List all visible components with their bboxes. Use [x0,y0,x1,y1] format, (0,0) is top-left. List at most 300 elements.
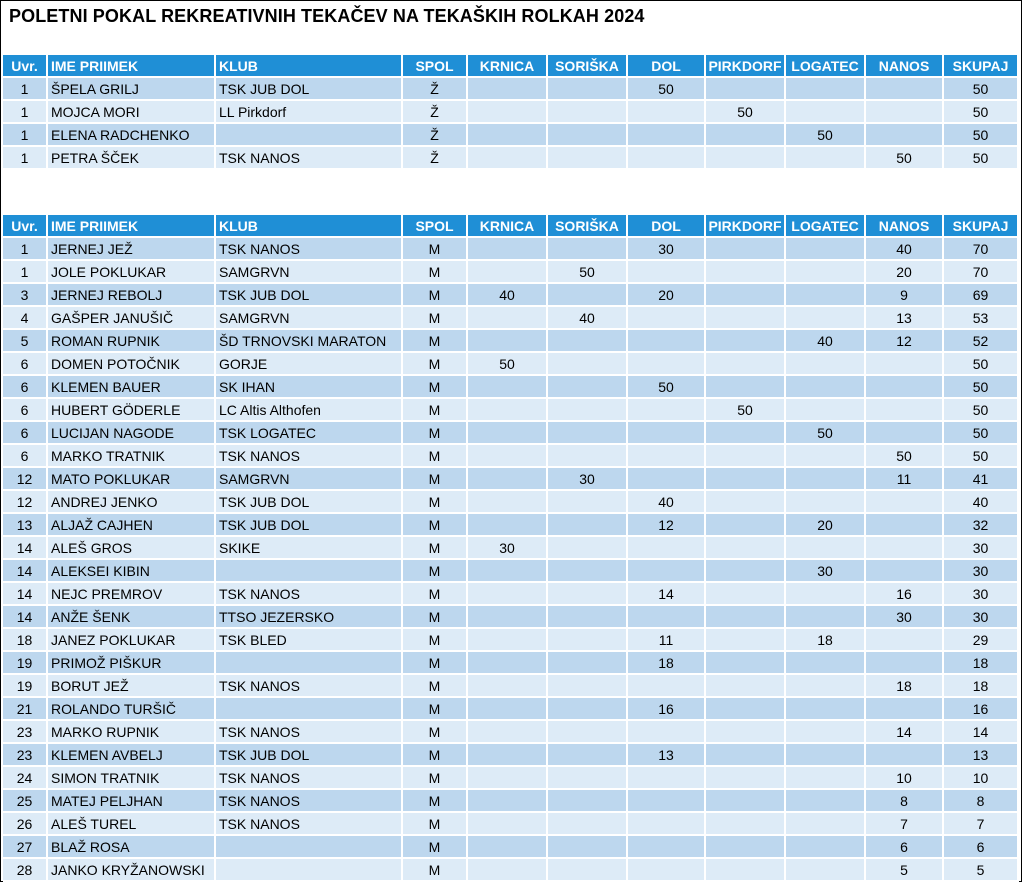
total-cell: 18 [944,652,1019,675]
page-title: POLETNI POKAL REKREATIVNIH TEKAČEV NA TEKAŠKIH ROLKAH 2024 [9,6,645,26]
total-cell: 16 [944,698,1019,721]
logatec-cell: 30 [786,560,866,583]
rank-cell: 23 [3,744,48,767]
krnica-cell [468,491,548,514]
total-cell: 50 [944,399,1019,422]
table-row [3,101,1019,124]
soriska-cell [548,629,628,652]
club-cell: SAMGRVN [216,261,403,284]
club-cell: SAMGRVN [216,468,403,491]
name-cell: BLAŽ ROSA [48,836,216,859]
total-cell: 8 [944,790,1019,813]
gender-cell: M [403,583,468,606]
rank-cell: 27 [3,836,48,859]
pirkdorf-cell [706,124,786,147]
pirkdorf-cell [706,238,786,261]
dol-cell [628,399,706,422]
nanos-cell [866,78,944,101]
total-cell: 30 [944,583,1019,606]
club-cell: TSK NANOS [216,238,403,261]
logatec-cell [786,307,866,330]
gender-cell: M [403,560,468,583]
rank-cell: 12 [3,491,48,514]
nanos-cell [866,744,944,767]
pirkdorf-cell [706,330,786,353]
nanos-cell: 16 [866,583,944,606]
pirkdorf-cell [706,78,786,101]
dol-cell [628,767,706,790]
logatec-cell [786,101,866,124]
soriska-cell [548,147,628,170]
krnica-cell [468,836,548,859]
dol-cell: 30 [628,238,706,261]
soriska-cell [548,238,628,261]
krnica-cell [468,101,548,124]
club-cell [216,124,403,147]
logatec-cell [786,859,866,882]
rank-cell: 5 [3,330,48,353]
name-cell: GAŠPER JANUŠIČ [48,307,216,330]
rank-cell: 6 [3,422,48,445]
krnica-cell: 30 [468,537,548,560]
gender-cell: M [403,284,468,307]
dol-cell [628,147,706,170]
table-row [3,767,1019,790]
gender-cell: M [403,422,468,445]
name-cell: ALEŠ TUREL [48,813,216,836]
pirkdorf-cell [706,376,786,399]
gender-cell: M [403,330,468,353]
club-cell: TSK JUB DOL [216,491,403,514]
gender-cell: Ž [403,101,468,124]
soriska-cell [548,445,628,468]
total-cell: 5 [944,859,1019,882]
table-row [3,560,1019,583]
rank-cell: 1 [3,101,48,124]
soriska-cell [548,78,628,101]
gender-cell: M [403,238,468,261]
pirkdorf-cell [706,744,786,767]
name-cell: ANŽE ŠENK [48,606,216,629]
nanos-cell: 50 [866,147,944,170]
club-cell: TSK JUB DOL [216,284,403,307]
nanos-cell [866,422,944,445]
nanos-cell [866,514,944,537]
gender-cell: M [403,514,468,537]
soriska-cell [548,330,628,353]
table-row [3,330,1019,353]
dol-cell: 14 [628,583,706,606]
women-results-table [3,55,1019,170]
soriska-cell [548,353,628,376]
pirkdorf-cell [706,583,786,606]
dol-cell [628,422,706,445]
gender-cell: Ž [403,78,468,101]
logatec-cell [786,767,866,790]
club-cell [216,836,403,859]
club-cell: TSK NANOS [216,721,403,744]
rank-cell: 28 [3,859,48,882]
name-cell: BORUT JEŽ [48,675,216,698]
dol-cell [628,836,706,859]
total-cell: 40 [944,491,1019,514]
pirkdorf-cell [706,261,786,284]
rank-cell: 14 [3,606,48,629]
dol-cell [628,560,706,583]
logatec-cell [786,698,866,721]
name-cell: PRIMOŽ PIŠKUR [48,652,216,675]
column-header-name: IME PRIIMEK [48,215,216,238]
gender-cell: Ž [403,147,468,170]
club-cell [216,859,403,882]
name-cell: SIMON TRATNIK [48,767,216,790]
pirkdorf-cell [706,560,786,583]
soriska-cell: 30 [548,468,628,491]
rank-cell: 6 [3,353,48,376]
gender-cell: M [403,652,468,675]
gender-cell: M [403,376,468,399]
total-cell: 41 [944,468,1019,491]
logatec-cell [786,813,866,836]
table-row [3,721,1019,744]
gender-cell: M [403,859,468,882]
table-row [3,78,1019,101]
total-cell: 50 [944,147,1019,170]
pirkdorf-cell [706,353,786,376]
gender-cell: M [403,744,468,767]
nanos-cell: 8 [866,790,944,813]
column-header-dol: DOL [628,55,706,78]
club-cell: TSK NANOS [216,445,403,468]
nanos-cell: 30 [866,606,944,629]
logatec-cell [786,353,866,376]
logatec-cell: 50 [786,124,866,147]
dol-cell [628,859,706,882]
table-row [3,445,1019,468]
rank-cell: 12 [3,468,48,491]
krnica-cell [468,560,548,583]
column-header-logatec: LOGATEC [786,215,866,238]
name-cell: MARKO RUPNIK [48,721,216,744]
table-row [3,147,1019,170]
krnica-cell [468,399,548,422]
rank-cell: 1 [3,78,48,101]
nanos-cell [866,101,944,124]
nanos-cell [866,537,944,560]
total-cell: 50 [944,124,1019,147]
table-row [3,468,1019,491]
club-cell: TSK NANOS [216,813,403,836]
gender-cell: M [403,399,468,422]
total-cell: 14 [944,721,1019,744]
name-cell: ANDREJ JENKO [48,491,216,514]
total-cell: 50 [944,422,1019,445]
logatec-cell [786,376,866,399]
nanos-cell [866,491,944,514]
pirkdorf-cell [706,813,786,836]
dol-cell: 12 [628,514,706,537]
table-row [3,284,1019,307]
total-cell: 18 [944,675,1019,698]
pirkdorf-cell [706,606,786,629]
name-cell: ALEKSEI KIBIN [48,560,216,583]
dol-cell: 16 [628,698,706,721]
soriska-cell [548,698,628,721]
soriska-cell [548,422,628,445]
rank-cell: 14 [3,560,48,583]
rank-cell: 6 [3,445,48,468]
logatec-cell [786,836,866,859]
club-cell [216,560,403,583]
soriska-cell [548,399,628,422]
total-cell: 70 [944,238,1019,261]
soriska-cell [548,284,628,307]
club-cell: TSK JUB DOL [216,514,403,537]
krnica-cell [468,238,548,261]
dol-cell [628,261,706,284]
logatec-cell [786,238,866,261]
krnica-cell [468,675,548,698]
dol-cell: 50 [628,376,706,399]
pirkdorf-cell [706,675,786,698]
table-row [3,859,1019,882]
table-row [3,353,1019,376]
club-cell: TSK NANOS [216,147,403,170]
dol-cell [628,675,706,698]
gender-cell: M [403,491,468,514]
gender-cell: M [403,675,468,698]
pirkdorf-cell [706,147,786,170]
dol-cell: 11 [628,629,706,652]
krnica-cell [468,307,548,330]
gender-cell: M [403,836,468,859]
dol-cell [628,330,706,353]
soriska-cell: 40 [548,307,628,330]
pirkdorf-cell [706,445,786,468]
name-cell: ALJAŽ CAJHEN [48,514,216,537]
pirkdorf-cell [706,307,786,330]
gender-cell: M [403,721,468,744]
name-cell: ELENA RADCHENKO [48,124,216,147]
table-row [3,238,1019,261]
pirkdorf-cell [706,468,786,491]
dol-cell [628,606,706,629]
club-cell: GORJE [216,353,403,376]
krnica-cell [468,859,548,882]
name-cell: MATO POKLUKAR [48,468,216,491]
logatec-cell: 40 [786,330,866,353]
name-cell: DOMEN POTOČNIK [48,353,216,376]
krnica-cell: 50 [468,353,548,376]
nanos-cell [866,629,944,652]
rank-cell: 1 [3,147,48,170]
name-cell: KLEMEN AVBELJ [48,744,216,767]
table-row [3,583,1019,606]
name-cell: MATEJ PELJHAN [48,790,216,813]
total-cell: 32 [944,514,1019,537]
name-cell: ŠPELA GRILJ [48,78,216,101]
dol-cell [628,124,706,147]
column-header-dol: DOL [628,215,706,238]
column-header-soriska: SORIŠKA [548,55,628,78]
nanos-cell [866,560,944,583]
soriska-cell [548,652,628,675]
krnica-cell [468,813,548,836]
total-cell: 30 [944,560,1019,583]
krnica-cell [468,744,548,767]
table-row [3,813,1019,836]
gender-cell: M [403,537,468,560]
rank-cell: 14 [3,583,48,606]
logatec-cell [786,78,866,101]
pirkdorf-cell [706,790,786,813]
table-row [3,124,1019,147]
pirkdorf-cell [706,721,786,744]
table-row [3,399,1019,422]
krnica-cell [468,698,548,721]
name-cell: ROMAN RUPNIK [48,330,216,353]
table-header-row [3,215,1019,238]
dol-cell: 13 [628,744,706,767]
rank-cell: 23 [3,721,48,744]
krnica-cell [468,261,548,284]
pirkdorf-cell [706,859,786,882]
rank-cell: 21 [3,698,48,721]
column-header-nanos: NANOS [866,55,944,78]
rank-cell: 18 [3,629,48,652]
krnica-cell [468,445,548,468]
krnica-cell [468,147,548,170]
column-header-total: SKUPAJ [944,55,1019,78]
rank-cell: 19 [3,652,48,675]
nanos-cell [866,399,944,422]
table-row [3,698,1019,721]
table-row [3,744,1019,767]
table-row [3,836,1019,859]
dol-cell [628,445,706,468]
rank-cell: 4 [3,307,48,330]
name-cell: JOLE POKLUKAR [48,261,216,284]
total-cell: 50 [944,101,1019,124]
logatec-cell [786,721,866,744]
pirkdorf-cell [706,836,786,859]
rank-cell: 26 [3,813,48,836]
pirkdorf-cell [706,514,786,537]
gender-cell: M [403,261,468,284]
logatec-cell [786,261,866,284]
column-header-pirkdorf: PIRKDORF [706,215,786,238]
nanos-cell: 40 [866,238,944,261]
club-cell: TTSO JEZERSKO [216,606,403,629]
krnica-cell [468,721,548,744]
gender-cell: M [403,790,468,813]
dol-cell: 20 [628,284,706,307]
column-header-gender: SPOL [403,215,468,238]
soriska-cell [548,859,628,882]
soriska-cell [548,836,628,859]
name-cell: ROLANDO TURŠIČ [48,698,216,721]
rank-cell: 14 [3,537,48,560]
nanos-cell: 10 [866,767,944,790]
krnica-cell [468,78,548,101]
pirkdorf-cell: 50 [706,399,786,422]
nanos-cell: 50 [866,445,944,468]
club-cell: TSK NANOS [216,675,403,698]
krnica-cell [468,468,548,491]
soriska-cell [548,124,628,147]
club-cell: SAMGRVN [216,307,403,330]
table-row [3,261,1019,284]
soriska-cell [548,790,628,813]
logatec-cell [786,744,866,767]
name-cell: JANEZ POKLUKAR [48,629,216,652]
dol-cell [628,813,706,836]
gender-cell: M [403,353,468,376]
logatec-cell [786,675,866,698]
name-cell: JANKO KRYŽANOWSKI [48,859,216,882]
pirkdorf-cell: 50 [706,101,786,124]
logatec-cell [786,491,866,514]
gender-cell: M [403,698,468,721]
rank-cell: 6 [3,399,48,422]
rank-cell: 1 [3,261,48,284]
krnica-cell [468,422,548,445]
soriska-cell: 50 [548,261,628,284]
krnica-cell [468,606,548,629]
soriska-cell [548,376,628,399]
dol-cell: 50 [628,78,706,101]
dol-cell [628,101,706,124]
name-cell: ALEŠ GROS [48,537,216,560]
table-row [3,629,1019,652]
pirkdorf-cell [706,422,786,445]
total-cell: 29 [944,629,1019,652]
column-header-rank: Uvr. [3,55,48,78]
krnica-cell [468,583,548,606]
club-cell: TSK LOGATEC [216,422,403,445]
table-row [3,675,1019,698]
dol-cell [628,537,706,560]
dol-cell: 40 [628,491,706,514]
name-cell: KLEMEN BAUER [48,376,216,399]
logatec-cell [786,652,866,675]
column-header-name: IME PRIIMEK [48,55,216,78]
soriska-cell [548,675,628,698]
column-header-soriska: SORIŠKA [548,215,628,238]
krnica-cell [468,514,548,537]
total-cell: 50 [944,78,1019,101]
logatec-cell: 20 [786,514,866,537]
club-cell: SKIKE [216,537,403,560]
krnica-cell [468,629,548,652]
nanos-cell [866,124,944,147]
total-cell: 6 [944,836,1019,859]
logatec-cell [786,583,866,606]
table-row [3,514,1019,537]
dol-cell [628,721,706,744]
name-cell: MARKO TRATNIK [48,445,216,468]
total-cell: 53 [944,307,1019,330]
soriska-cell [548,606,628,629]
club-cell: TSK BLED [216,629,403,652]
nanos-cell: 12 [866,330,944,353]
nanos-cell: 14 [866,721,944,744]
nanos-cell [866,698,944,721]
logatec-cell [786,147,866,170]
table-header-row [3,55,1019,78]
logatec-cell [786,445,866,468]
club-cell: SK IHAN [216,376,403,399]
